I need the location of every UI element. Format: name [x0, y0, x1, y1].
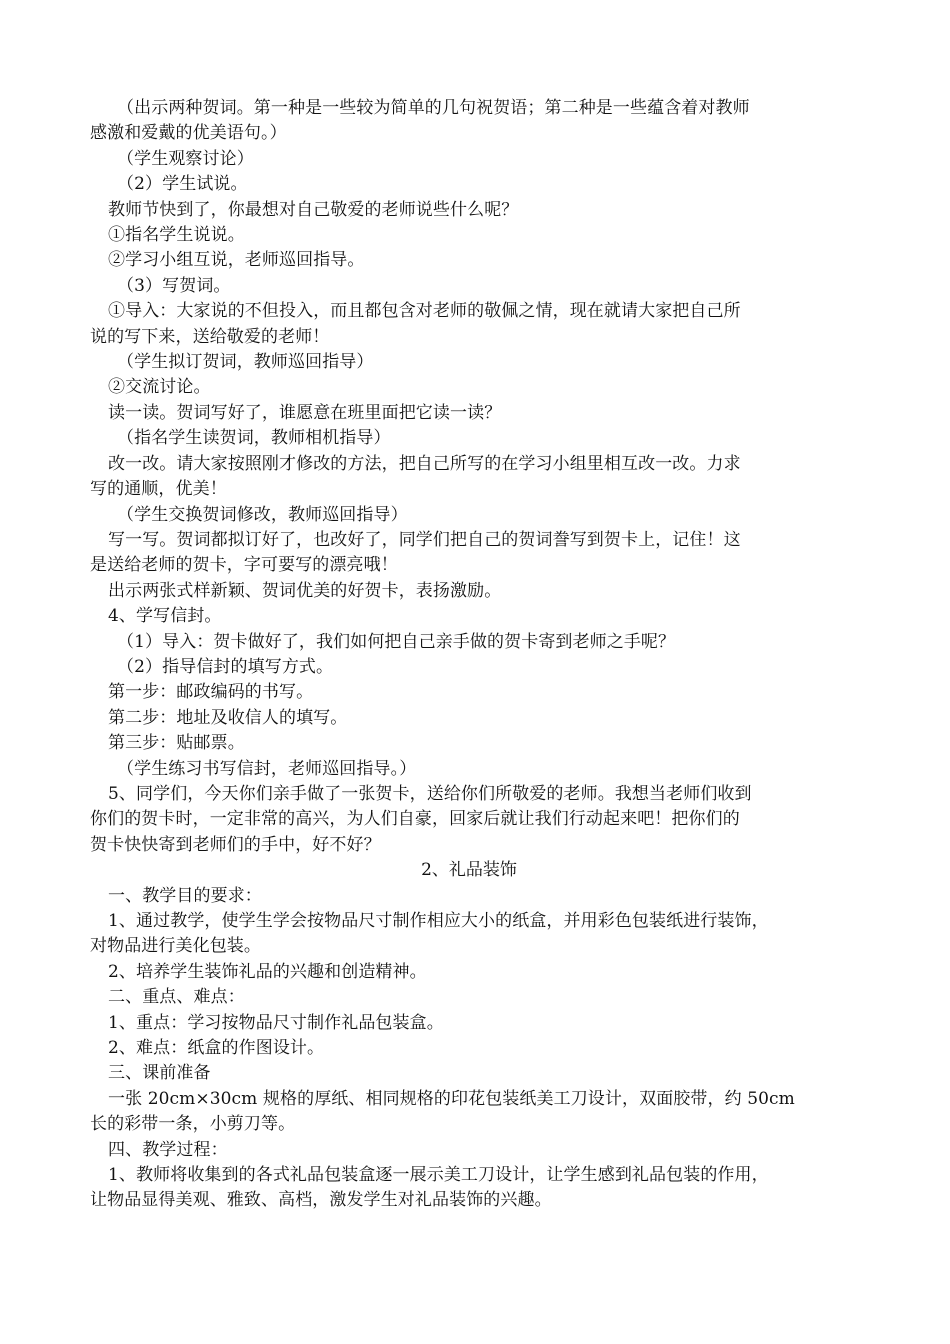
text-line: 写一写。贺词都拟订好了，也改好了，同学们把自己的贺词誊写到贺卡上，记住！这 — [108, 529, 741, 550]
text-line: 长的彩带一条，小剪刀等。 — [90, 1114, 296, 1135]
section-title: 2、礼品装饰 — [421, 860, 517, 881]
text-line: 对物品进行美化包装。 — [90, 936, 261, 957]
text-line: （2）学生试说。 — [117, 174, 248, 195]
text-line: （1）导入：贺卡做好了，我们如何把自己亲手做的贺卡寄到老师之手呢？ — [117, 631, 676, 652]
text-line: ②交流讨论。 — [108, 377, 211, 398]
text-line: ①导入：大家说的不但投入，而且都包含对老师的敬佩之情，现在就请大家把自己所 — [108, 301, 741, 322]
text-line: 一、教学目的要求： — [108, 885, 262, 906]
text-line: 感激和爱戴的优美语句。） — [90, 123, 287, 144]
text-line: 让物品显得美观、雅致、高档，激发学生对礼品装饰的兴趣。 — [90, 1190, 552, 1211]
text-line: （2）指导信封的填写方式。 — [117, 656, 334, 677]
text-line: 1、通过教学，使学生学会按物品尺寸制作相应大小的纸盒，并用彩色包装纸进行装饰， — [108, 911, 769, 931]
text-line: 2、培养学生装饰礼品的兴趣和创造精神。 — [108, 961, 427, 982]
text-line: ②学习小组互说，老师巡回指导。 — [108, 250, 365, 271]
text-line: 三、课前准备 — [108, 1063, 211, 1084]
text-line: 四、教学过程： — [108, 1139, 228, 1160]
text-line: 一张 20cm×30cm 规格的厚纸、相同规格的印花包装纸美工刀设计，双面胶带，约 50cm — [108, 1088, 795, 1109]
text-line: 写的通顺，优美！ — [90, 479, 227, 500]
text-line: （学生观察讨论） — [117, 148, 254, 169]
text-line: 改一改。请大家按照刚才修改的方法，把自己所写的在学习小组里相互改一改。力求 — [108, 453, 741, 474]
text-line: 是送给老师的贺卡，字可要写的漂亮哦！ — [90, 555, 398, 576]
text-line: 第二步：地址及收信人的填写。 — [108, 707, 348, 728]
text-line: 说的写下来，送给敬爱的老师！ — [90, 326, 330, 347]
text-line: 读一读。贺词写好了，谁愿意在班里面把它读一读？ — [108, 402, 502, 423]
text-line: 你们的贺卡时，一定非常的高兴，为人们自豪，回家后就让我们行动起来吧！把你们的 — [90, 809, 740, 830]
lesson-part-2 — [90, 884, 848, 1214]
text-line: ①指名学生说说。 — [108, 225, 245, 246]
text-line: 4、学写信封。 — [108, 606, 222, 627]
text-line: 1、重点：学习按物品尺寸制作礼品包装盒。 — [108, 1012, 444, 1033]
text-line: 贺卡快快寄到老师们的手中，好不好？ — [90, 834, 381, 855]
text-line: （指名学生读贺词，教师相机指导） — [117, 428, 391, 449]
text-line: 1、教师将收集到的各式礼品包装盒逐一展示美工刀设计，让学生感到礼品包装的作用， — [108, 1165, 769, 1186]
text-line: 出示两张式样新颖、贺词优美的好贺卡，表扬激励。 — [108, 580, 502, 601]
text-line: 教师节快到了，你最想对自己敬爱的老师说些什么呢？ — [108, 199, 519, 220]
text-line: 2、难点：纸盒的作图设计。 — [108, 1038, 325, 1059]
text-line: 第一步：邮政编码的书写。 — [108, 682, 314, 703]
text-line: （学生练习书写信封，老师巡回指导。） — [117, 758, 417, 779]
document-body — [90, 96, 848, 1214]
text-line: （学生交换贺词修改，教师巡回指导） — [117, 504, 408, 525]
text-line: （学生拟订贺词，教师巡回指导） — [117, 352, 374, 373]
text-line: 二、重点、难点： — [108, 987, 245, 1008]
text-line: 第三步：贴邮票。 — [108, 733, 245, 754]
text-line: （3）写贺词。 — [117, 275, 231, 296]
text-line: 5、同学们，今天你们亲手做了一张贺卡，送给你们所敬爱的老师。我想当老师们收到 — [108, 783, 752, 804]
text-line: （出示两种贺词。第一种是一些较为简单的几句祝贺语；第二种是一些蕴含着对教师 — [117, 98, 750, 118]
lesson-part-1 — [90, 96, 848, 858]
